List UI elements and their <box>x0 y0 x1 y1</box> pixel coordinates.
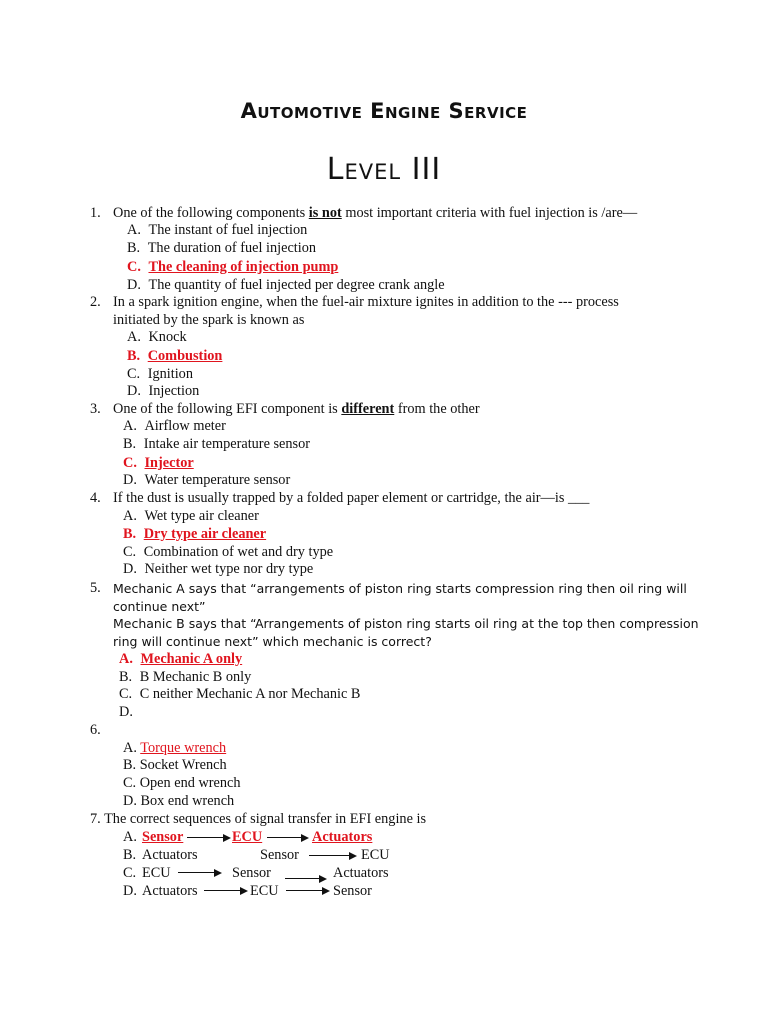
question-number: 5. <box>90 580 101 596</box>
option: C. Open end wrench <box>123 775 241 791</box>
question-3-stem: One of the following EFI component is different from the other <box>113 401 480 417</box>
correct-option: A. Torque wrench <box>123 740 227 756</box>
option-item: ECU <box>232 829 263 845</box>
option: C. C neither Mechanic A nor Mechanic B <box>119 686 361 702</box>
option: D. <box>123 883 137 899</box>
correct-option: C. Injector <box>123 455 194 471</box>
question-5-stem-cont: ring will continue next” which mechanic is correct? <box>113 634 432 649</box>
option: A. The instant of fuel injection <box>127 222 308 238</box>
question-5-stem-cont: continue next” <box>113 599 206 614</box>
option: B. Socket Wrench <box>123 757 227 773</box>
option-item: Sensor <box>232 865 271 881</box>
option: D. Neither wet type nor dry type <box>123 561 314 577</box>
option: A. Wet type air cleaner <box>123 508 259 524</box>
option: B. The duration of fuel injection <box>127 240 317 256</box>
option-item: ECU <box>142 865 171 881</box>
option-item: ECU <box>250 883 279 899</box>
arrow-right-icon <box>285 875 327 883</box>
correct-option: B. Dry type air cleaner <box>123 526 267 542</box>
option-item: Actuators <box>312 829 373 845</box>
option: D. <box>119 704 133 720</box>
option-item: Actuators <box>142 847 198 863</box>
question-5-stem-cont: Mechanic B says that “Arrangements of piston ring starts oil ring at the top then compression <box>113 616 699 631</box>
arrow-right-icon <box>187 834 231 842</box>
option: B. B Mechanic B only <box>119 669 252 685</box>
question-3-emphasis: different <box>341 401 395 417</box>
option-item: Sensor <box>333 883 372 899</box>
option: B. <box>123 847 137 863</box>
correct-option: B. Combustion <box>127 348 223 364</box>
question-number: 4. <box>90 490 101 506</box>
question-4-stem: If the dust is usually trapped by a folded paper element or cartridge, the air—is ___ <box>113 490 590 506</box>
arrow-right-icon <box>286 887 330 895</box>
arrow-right-icon <box>309 852 357 860</box>
option-item: Actuators <box>142 883 198 899</box>
question-number: 3. <box>90 401 101 417</box>
document-level: Level III <box>326 152 442 187</box>
option-item: Sensor <box>142 829 184 845</box>
question-2-stem-cont: initiated by the spark is known as <box>113 312 305 328</box>
arrow-right-icon <box>204 887 248 895</box>
option: A. Knock <box>127 329 187 345</box>
question-number: 2. <box>90 294 101 310</box>
correct-option: A. Mechanic A only <box>119 651 243 667</box>
arrow-right-icon <box>178 869 222 877</box>
option: C. <box>123 865 137 881</box>
question-number: 1. <box>90 205 101 221</box>
option-item: ECU <box>361 847 390 863</box>
option: D. Box end wrench <box>123 793 235 809</box>
document-title: Automotive Engine Service <box>240 99 528 123</box>
option: C. Combination of wet and dry type <box>123 544 334 560</box>
question-7-stem: 7. The correct sequences of signal transfer in EFI engine is <box>90 811 427 827</box>
option-item: Actuators <box>333 865 389 881</box>
question-number: 6. <box>90 722 101 738</box>
option: C. Ignition <box>127 366 193 382</box>
option: A. <box>123 829 137 845</box>
correct-option: C. The cleaning of injection pump <box>127 259 339 275</box>
option: A. Airflow meter <box>123 418 226 434</box>
question-1-emphasis: is not <box>308 205 342 221</box>
option-item: Sensor <box>260 847 299 863</box>
option: D. Injection <box>127 383 200 399</box>
option: D. The quantity of fuel injected per degree crank angle <box>127 277 445 293</box>
option: B. Intake air temperature sensor <box>123 436 311 452</box>
question-2-stem: In a spark ignition engine, when the fuel-air mixture ignites in addition to the --- process <box>113 294 619 310</box>
question-1-stem: One of the following components is not most important criteria with fuel injection is /are— <box>113 205 638 221</box>
option: D. Water temperature sensor <box>123 472 291 488</box>
arrow-right-icon <box>267 834 309 842</box>
question-5-stem: Mechanic A says that “arrangements of piston ring starts compression ring then oil ring will <box>113 581 687 596</box>
